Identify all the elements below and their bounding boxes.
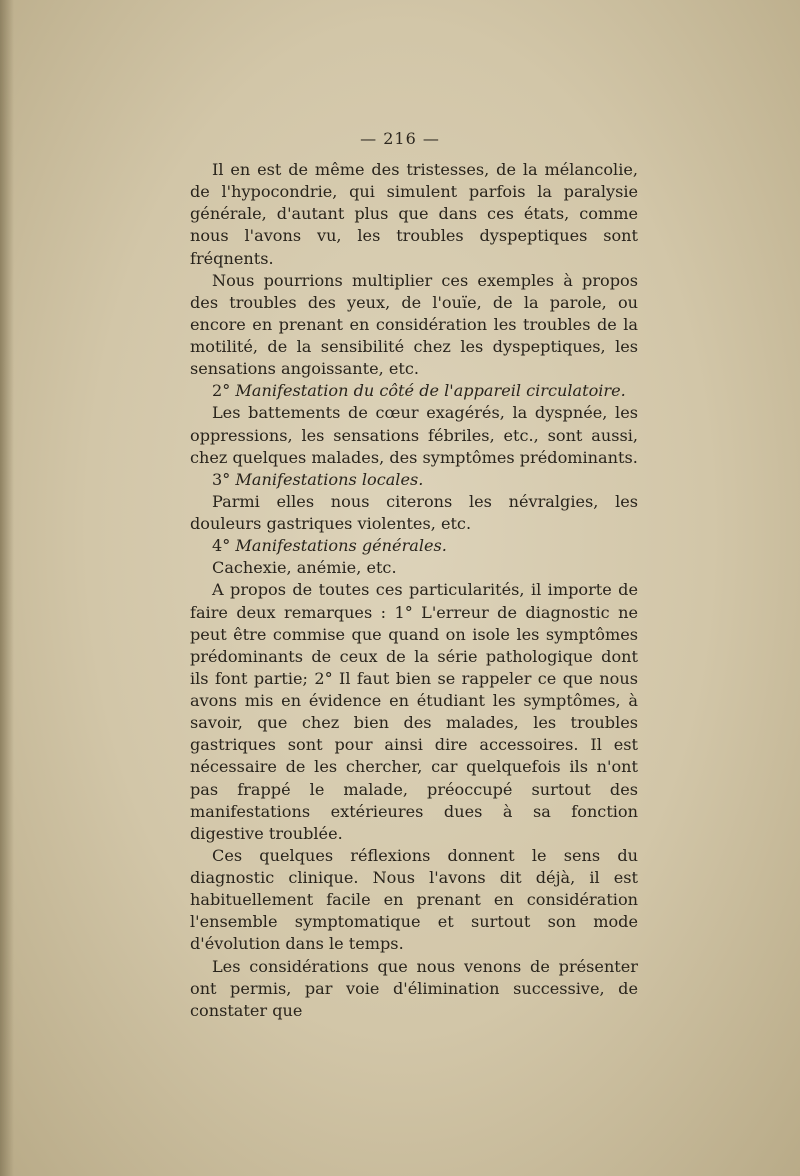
paragraph: A propos de toutes ces particularités, il importe de faire deux remarques : 1° L'erreur de diagnostic ne peut être commise que quand on isole les symptômes prédominants de ceux de la série pathologique dont ils font partie; 2° Il faut bien se rappeler ce que nous avons mis en évidence en étudiant les symptômes, à savoir, que chez bien des malades, les troubles gastriques sont pour ainsi dire accessoires. Il est nécessaire de les chercher, car quelquefois ils n'ont pas frappé le malade, préoccupé surtout des manifestations extérieures dues à sa fonction digestive troublée.: [190, 580, 638, 843]
paragraph: Cachexie, anémie, etc.: [212, 558, 397, 578]
paragraph: Les considérations que nous venons de présenter ont permis, par voie d'élimination successive, de constater que: [190, 956, 638, 1020]
body-text: [190, 159, 638, 1022]
paragraph: Ces quelques réflexions donnent le sens du diagnostic clinique. Nous l'avons dit déjà, il est habituellement facile en prenant en considération l'ensemble symptomatique et surtout son mode d'évolution dans le temps.: [190, 845, 638, 954]
section-heading: [190, 535, 638, 557]
heading-number: 2°: [212, 381, 231, 401]
paragraph: Les battements de cœur exagérés, la dyspnée, les oppressions, les sensations fébriles, etc., sont aussi, chez quelques malades, des symptômes prédominants.: [190, 403, 638, 467]
heading-title: Manifestations locales.: [235, 469, 424, 489]
section-heading: [190, 469, 638, 491]
heading-title: Manifestation du côté de l'appareil circulatoire.: [235, 381, 626, 401]
heading-title: Manifestations générales.: [235, 536, 447, 556]
heading-number: 3°: [212, 469, 231, 489]
paragraph: Parmi elles nous citerons les névralgies, les douleurs gastriques violentes, etc.: [190, 491, 638, 533]
page-number: — 216 —: [360, 129, 440, 148]
section-heading: [190, 380, 638, 402]
paragraph: Nous pourrions multiplier ces exemples à propos des troubles des yeux, de l'ouïe, de la parole, ou encore en prenant en considération les troubles de la motilité, de la sensibilité chez les dyspeptiques, les sensations angoissante, etc.: [190, 270, 638, 379]
heading-number: 4°: [212, 536, 231, 556]
paragraph: Il en est de même des tristesses, de la mélancolie, de l'hypocondrie, qui simulent parfois la paralysie générale, d'autant plus que dans ces états, comme nous l'avons vu, les troubles dyspeptiques sont fréqnents.: [190, 160, 638, 268]
